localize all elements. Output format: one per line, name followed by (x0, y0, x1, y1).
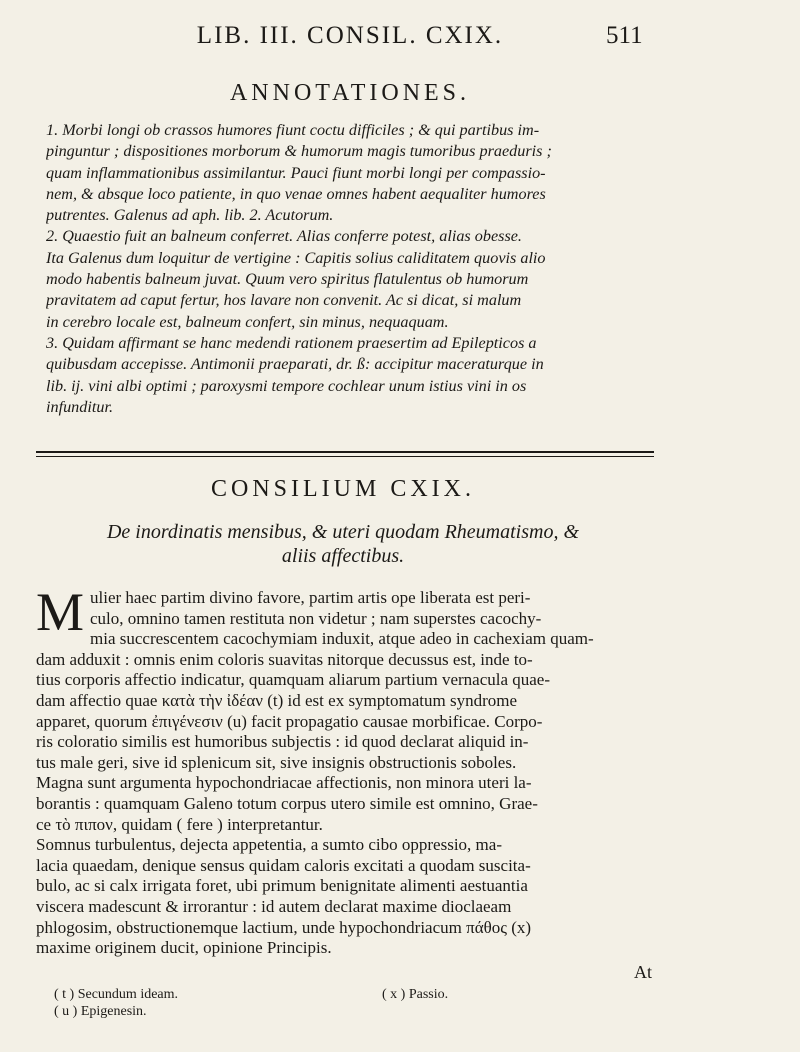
body-line: maxime originem ducit, opinione Principis. (36, 938, 332, 958)
drop-cap: M (36, 582, 85, 642)
annotationes-text (46, 120, 658, 418)
footnote-u: ( u ) Epigenesin. (54, 1004, 147, 1019)
annotation-line: modo habentis balneum juvat. Quum vero spiritus flatulentus ob humorum (46, 270, 529, 289)
annotation-line: putrentes. Galenus ad aph. lib. 2. Acutorum. (46, 206, 334, 225)
body-line: Somnus turbulentus, dejecta appetentia, a sumto cibo oppressio, ma- (36, 835, 502, 855)
body-line: Magna sunt argumenta hypochondriacae affectionis, non minora uteri la- (36, 773, 532, 793)
body-line: lacia quaedam, denique sensus quidam caloris excitati a quodam suscita- (36, 855, 531, 875)
annotation-line: 1. Morbi longi ob crassos humores fiunt coctu difficiles ; & qui partibus im- (46, 121, 540, 139)
annotation-line: infunditur. (46, 397, 114, 416)
annotation-line: 2. Quaestio fuit an balneum conferret. Alias conferre potest, alias obesse. (46, 227, 522, 246)
body-line: tius corporis affectio indicatur, quamquam aliarum partium vernacula quae- (36, 670, 551, 690)
subtitle-line: aliis affectibus. (281, 545, 405, 567)
annotation-line: lib. ij. vini albi optimi ; paroxysmi tempore cochlear unum istius vini in os (46, 376, 527, 395)
annotation-line: nem, & absque loco patiente, in quo venae omnes habent aequaliter humores (46, 184, 546, 203)
section-divider-thin (36, 456, 654, 457)
body-line: ris coloratio similis est humoribus subjectis : id quod declarat aliquid in- (36, 732, 529, 752)
annotation-line: pinguntur ; dispositiones morborum & humorum magis tumoribus praeduris ; (46, 142, 552, 161)
body-line: viscera madescunt & irrorantur : id autem declarat maxime dioclaeam (36, 896, 512, 916)
body-line: phlogosim, obstructionemque lactium, unde hypochondriacum πάθος (x) (36, 917, 532, 937)
annotation-line: pravitatem ad caput fertur, hos lavare non convenit. Ac si dicat, si malum (46, 291, 522, 310)
subtitle-line: De inordinatis mensibus, & uteri quodam Rheumatismo, & (106, 521, 580, 543)
body-line: bulo, ac si calx irrigata foret, ubi primum benignitate alimenti aestuantia (36, 876, 528, 896)
body-line: dam adduxit : omnis enim coloris suavitas nitorque decussus est, inde to- (36, 649, 533, 669)
running-title: LIB. III. CONSIL. CXIX. (196, 22, 504, 49)
catchword: At (634, 962, 652, 982)
section-divider (36, 451, 654, 453)
body-line: ulier haec partim divino favore, partim artis ope liberata est peri- (90, 588, 531, 607)
body-line: apparet, quorum ἐπιγένεσιν (u) facit propagatio causae morbificae. Corpo- (36, 711, 543, 731)
body-line: culo, omnino tamen restituta non videtur ; nam superstes cacochy- (90, 608, 542, 628)
consilium-heading: CONSILIUM CXIX. (211, 476, 475, 502)
annotation-line: quibusdam accepisse. Antimonii praeparati, dr. ß: accipitur maceraturque in (46, 355, 544, 374)
body-line: mia succrescentem cacochymiam induxit, atque adeo in cachexiam quam- (90, 629, 594, 649)
annotation-line: quam inflammationibus assimilantur. Pauci fiunt morbi longi per compassio- (46, 163, 546, 182)
annotation-line: Ita Galenus dum loquitur de vertigine : Capitis solius caliditatem quovis alio (46, 248, 546, 267)
consilium-subtitle (0, 520, 686, 568)
body-line: ce τὸ πιπον, quidam ( fere ) interpretantur. (36, 814, 323, 834)
annotationes-heading: ANNOTATIONES. (229, 80, 471, 106)
body-line: dam affectio quae κατὰ τὴν ἰδέαν (t) id est ex symptomatum syndrome (36, 690, 518, 710)
consilium-body (36, 582, 652, 959)
page-number: 511 (606, 22, 643, 49)
body-line: tus male geri, sive id splenicum sit, sive insignis obstructionis soboles. (36, 752, 517, 772)
annotation-line: 3. Quidam affirmant se hanc medendi rationem praesertim ad Epilepticos a (46, 333, 537, 352)
footnote-t: ( t ) Secundum ideam. (54, 987, 179, 1002)
body-line: borantis : quamquam Galeno totum corpus utero simile est omnino, Grae- (36, 793, 538, 813)
annotation-line: in cerebro locale est, balneum confert, sin minus, nequaquam. (46, 312, 449, 331)
footnote-x: ( x ) Passio. (382, 987, 449, 1002)
